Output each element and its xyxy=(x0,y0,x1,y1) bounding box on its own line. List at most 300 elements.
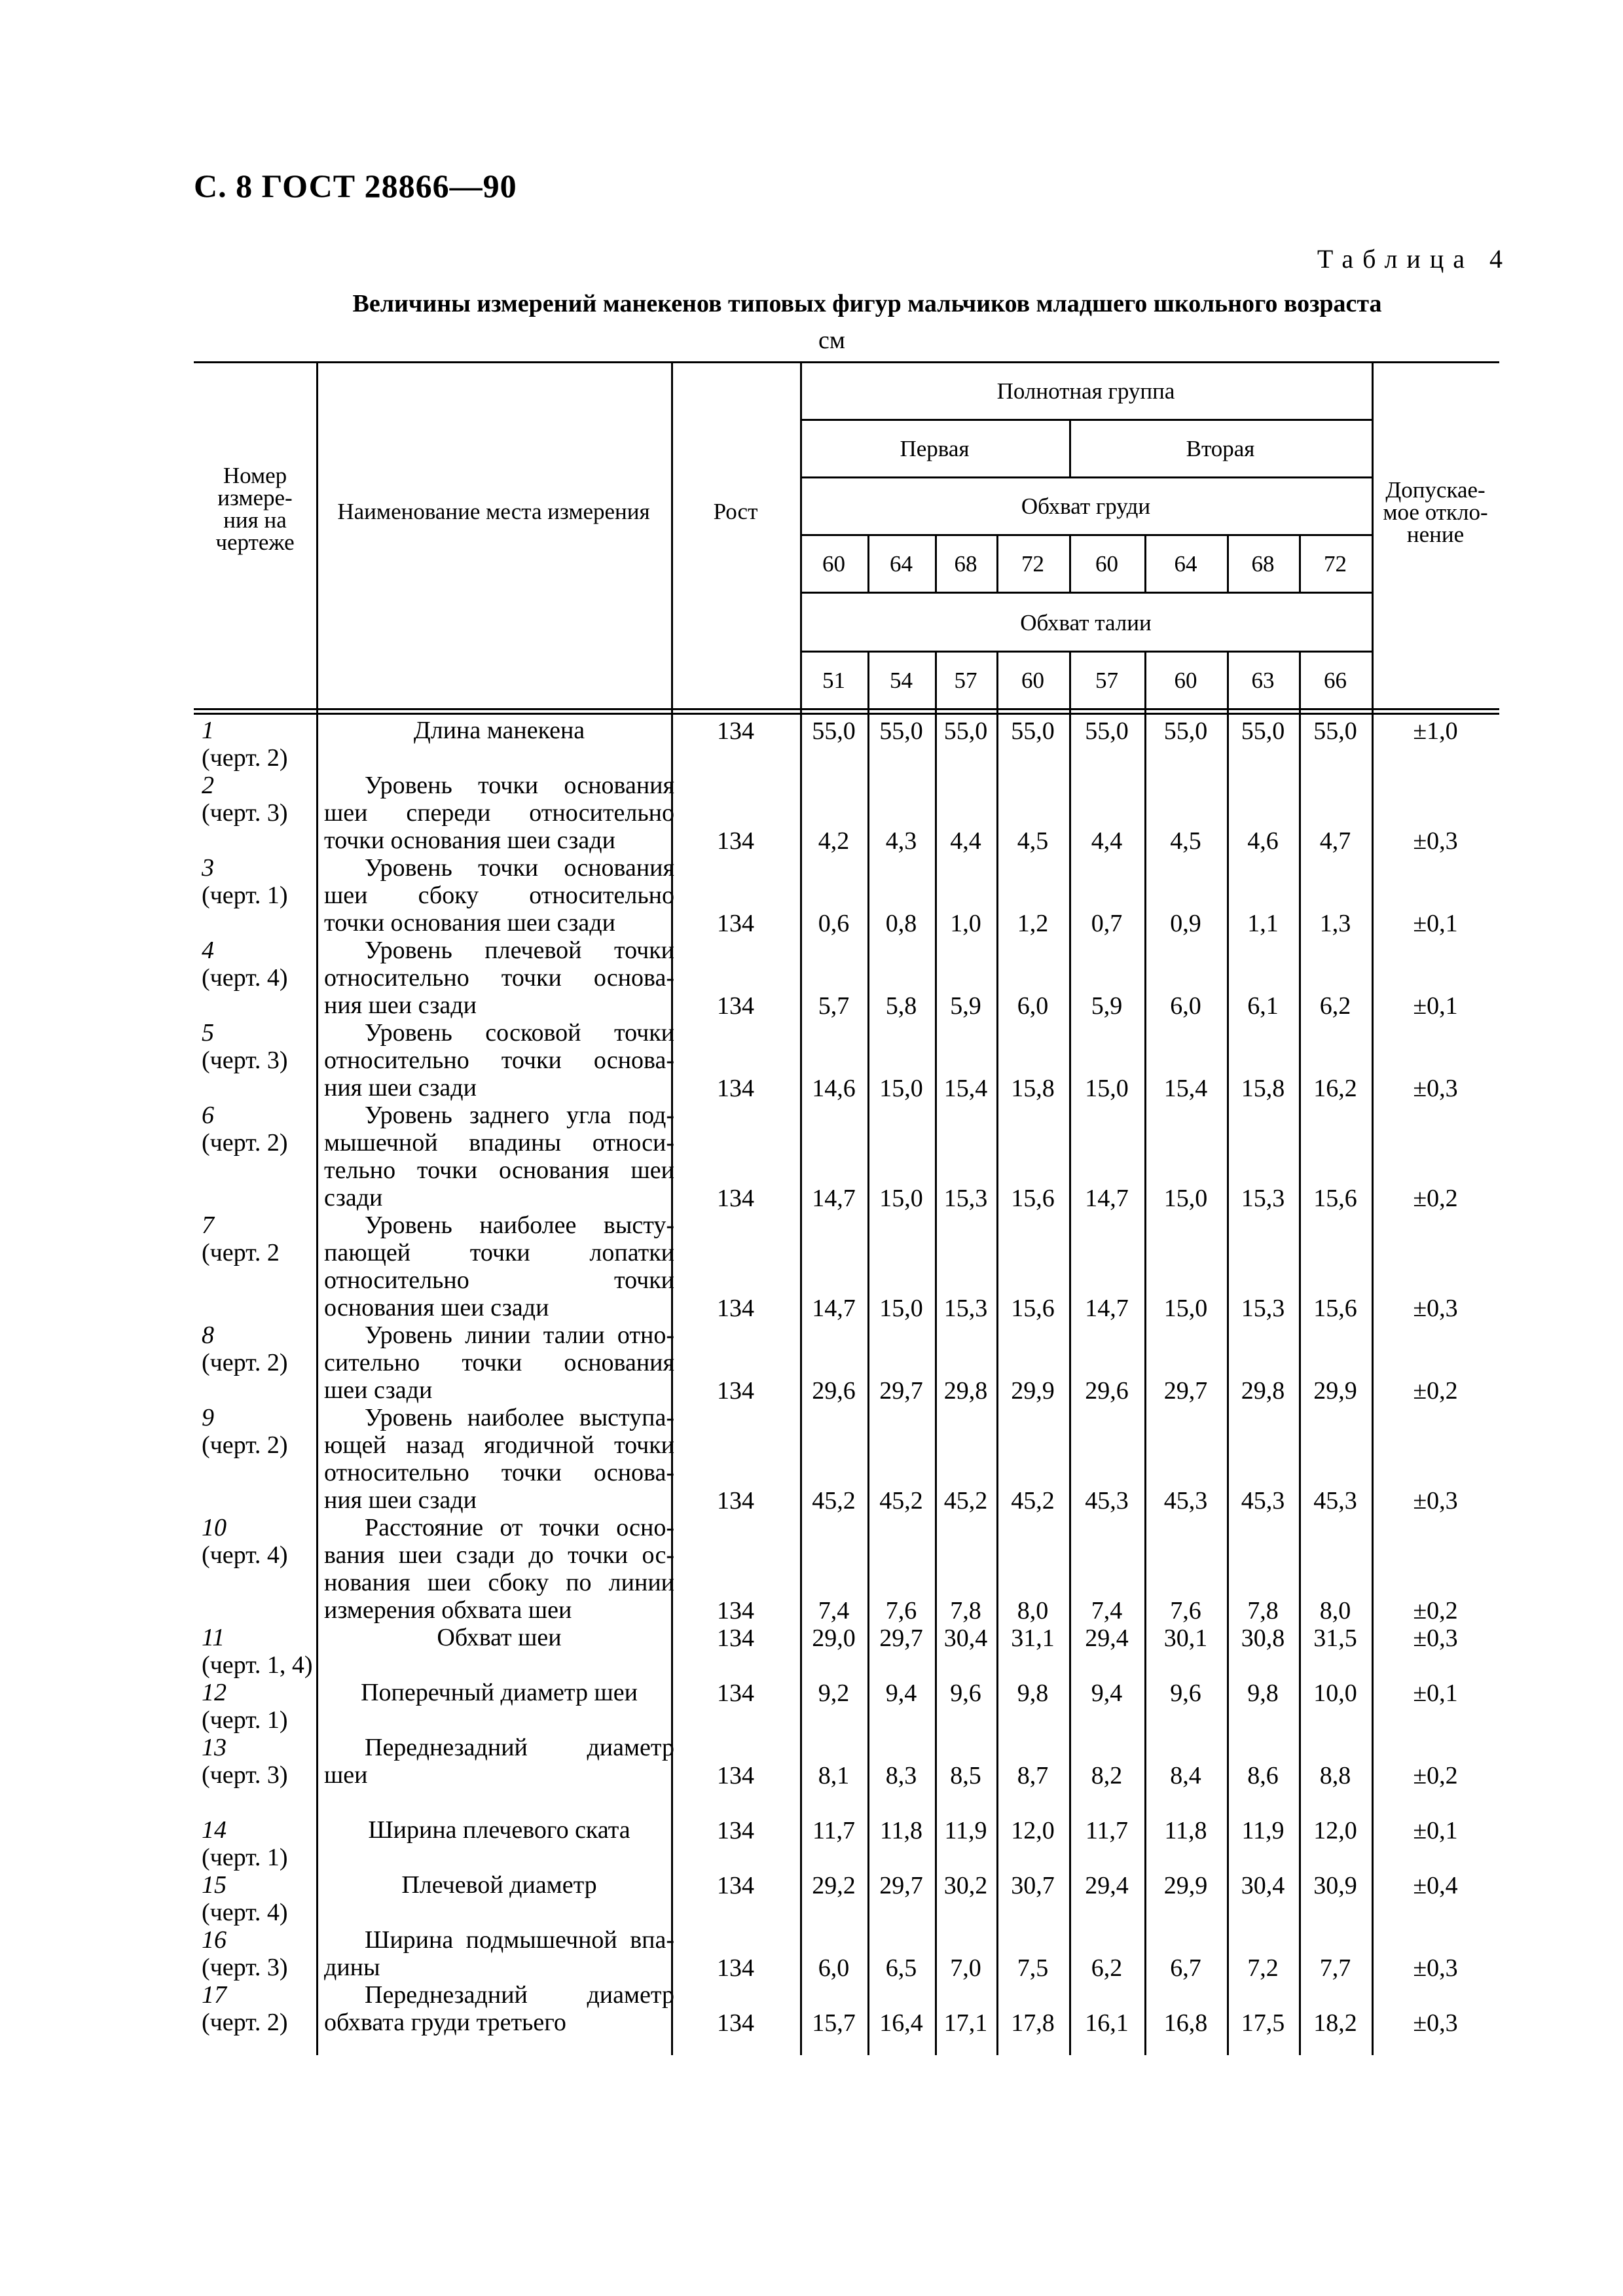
measurement-value: 8,4 xyxy=(1170,1762,1201,1789)
measurement-description-line: относительно точки xyxy=(324,1266,674,1294)
measurement-value: 4,3 xyxy=(885,827,917,855)
measurement-value: 11,7 xyxy=(1085,1817,1129,1844)
tolerance-value: ±0,3 xyxy=(1413,1295,1458,1322)
measurement-value: 4,2 xyxy=(818,827,850,855)
measurement-description-line: Переднезадний диаметр xyxy=(365,1981,674,2009)
header-waist-value: 51 xyxy=(822,668,845,693)
measurement-value: 16,8 xyxy=(1163,2009,1208,2037)
header-measurement-name: Наименование места измерения xyxy=(337,499,650,524)
measurement-description xyxy=(324,1816,674,1844)
measurement-value: 15,4 xyxy=(1163,1075,1208,1102)
measurement-number: 16 xyxy=(202,1926,227,1954)
drawing-reference: (черт. 3) xyxy=(202,1761,288,1789)
height-value: 134 xyxy=(717,2009,754,2037)
measurement-number: 4 xyxy=(202,937,214,964)
measurement-value: 15,0 xyxy=(1163,1295,1208,1322)
measurement-value: 55,0 xyxy=(1241,717,1285,745)
measurement-description-line: Уровень точки основания xyxy=(365,854,674,882)
measurement-description-line: ния шеи сзади xyxy=(324,992,477,1019)
measurement-description-line: Уровень наиболее высту- xyxy=(365,1211,674,1239)
height-value: 134 xyxy=(717,1954,754,1982)
measurement-value: 15,3 xyxy=(943,1185,988,1212)
measurement-value: 8,3 xyxy=(885,1762,917,1789)
height-value: 134 xyxy=(717,1487,754,1515)
column-divider xyxy=(316,361,318,2055)
measurement-value: 15,0 xyxy=(879,1185,923,1212)
height-value: 134 xyxy=(717,1762,754,1789)
measurement-number: 1 xyxy=(202,717,214,744)
measurement-description xyxy=(324,1514,674,1624)
measurement-value: 45,3 xyxy=(1085,1487,1129,1515)
measurement-value: 7,4 xyxy=(818,1597,850,1624)
measurement-value: 30,9 xyxy=(1313,1872,1357,1899)
measurement-description-line: обхвата груди третьего xyxy=(324,2009,566,2036)
measurement-description xyxy=(324,1926,674,1981)
measurement-value: 15,6 xyxy=(1011,1295,1055,1322)
measurement-value: 45,3 xyxy=(1163,1487,1208,1515)
measurement-value: 1,0 xyxy=(950,910,981,937)
measurement-description-line: Плечевой диаметр xyxy=(401,1871,597,1899)
measurement-value: 29,8 xyxy=(1241,1377,1285,1405)
header-waist-value: 60 xyxy=(1021,668,1044,693)
measurement-number: 9 xyxy=(202,1404,214,1431)
header-chest-girth: Обхват груди xyxy=(1021,493,1151,519)
measurement-value: 8,7 xyxy=(1017,1762,1049,1789)
measurement-value: 7,4 xyxy=(1091,1597,1123,1624)
tolerance-value: ±0,3 xyxy=(1413,1624,1458,1652)
measurement-description xyxy=(324,1871,674,1899)
measurement-value: 15,8 xyxy=(1011,1075,1055,1102)
measurement-value: 14,7 xyxy=(812,1295,856,1322)
measurement-value: 10,0 xyxy=(1313,1679,1357,1707)
measurement-value: 11,8 xyxy=(1164,1817,1207,1844)
measurement-value: 8,5 xyxy=(950,1762,981,1789)
drawing-reference: (черт. 1) xyxy=(202,882,288,909)
measurement-value: 15,0 xyxy=(879,1075,923,1102)
measurement-number: 2 xyxy=(202,772,214,799)
height-value: 134 xyxy=(717,1624,754,1652)
height-value: 134 xyxy=(717,992,754,1020)
measurement-description-line: шеи сзади xyxy=(324,1376,433,1404)
height-value: 134 xyxy=(717,1185,754,1212)
measurement-value: 6,7 xyxy=(1170,1954,1201,1982)
measurement-value: 8,6 xyxy=(1247,1762,1279,1789)
measurement-description-line: Уровень точки основания xyxy=(365,772,674,799)
header-chest-value: 60 xyxy=(822,551,845,577)
measurement-value: 7,7 xyxy=(1319,1954,1351,1982)
measurement-value: 1,1 xyxy=(1247,910,1279,937)
tolerance-value: ±0,3 xyxy=(1413,1075,1458,1102)
tolerance-value: ±0,2 xyxy=(1413,1597,1458,1624)
measurement-description-line: Ширина подмышечной впа- xyxy=(365,1926,674,1954)
header-waist-girth: Обхват талии xyxy=(1020,610,1152,636)
height-value: 134 xyxy=(717,1872,754,1899)
measurement-description-line: Длина манекена xyxy=(413,717,585,744)
measurement-value: 4,6 xyxy=(1247,827,1279,855)
header-waist-value: 54 xyxy=(890,668,913,693)
measurement-value: 6,0 xyxy=(818,1954,850,1982)
tolerance-value: ±1,0 xyxy=(1413,717,1458,745)
drawing-reference: (черт. 2 xyxy=(202,1239,280,1266)
measurement-number: 15 xyxy=(202,1871,227,1899)
measurement-value: 9,6 xyxy=(1170,1679,1201,1707)
measurement-value: 45,2 xyxy=(943,1487,988,1515)
measurement-number-cell xyxy=(202,1019,288,1074)
measurement-value: 29,9 xyxy=(1313,1377,1357,1405)
measurement-description xyxy=(324,854,674,937)
measurement-value: 30,7 xyxy=(1011,1872,1055,1899)
measurement-value: 14,7 xyxy=(812,1185,856,1212)
header-waist-value: 57 xyxy=(954,668,977,693)
measurement-description-line: шеи xyxy=(324,1761,368,1789)
measurement-description-line: Уровень наиболее выступа- xyxy=(365,1404,674,1431)
measurement-value: 15,3 xyxy=(1241,1295,1285,1322)
height-value: 134 xyxy=(717,1295,754,1322)
tolerance-value: ±0,3 xyxy=(1413,827,1458,855)
measurement-value: 5,7 xyxy=(818,992,850,1020)
tolerance-value: ±0,1 xyxy=(1413,910,1458,937)
measurement-value: 30,8 xyxy=(1241,1624,1285,1652)
header-rule xyxy=(800,592,1372,594)
measurement-description-line: сзади xyxy=(324,1184,383,1211)
measurement-value: 15,0 xyxy=(1085,1075,1129,1102)
measurement-number-cell xyxy=(202,1404,288,1459)
measurement-value: 29,6 xyxy=(1085,1377,1129,1405)
measurement-number-cell xyxy=(202,854,288,909)
measurement-value: 4,5 xyxy=(1017,827,1049,855)
drawing-reference: (черт. 2) xyxy=(202,744,288,772)
measurement-number: 10 xyxy=(202,1514,227,1541)
measurement-description xyxy=(324,1211,674,1321)
tolerance-value: ±0,2 xyxy=(1413,1377,1458,1405)
header-second-group: Вторая xyxy=(1186,436,1255,461)
measurement-value: 11,8 xyxy=(879,1817,923,1844)
measurement-value: 7,0 xyxy=(950,1954,981,1982)
measurement-number-cell xyxy=(202,717,288,772)
measurement-value: 8,2 xyxy=(1091,1762,1123,1789)
measurement-value: 16,1 xyxy=(1085,2009,1129,2037)
measurement-description-line: ющей назад ягодичной точки xyxy=(324,1431,674,1459)
measurement-value: 0,6 xyxy=(818,910,850,937)
height-value: 134 xyxy=(717,1817,754,1844)
measurement-number-cell xyxy=(202,1211,280,1266)
header-rule xyxy=(800,476,1372,478)
measurement-value: 5,9 xyxy=(1091,992,1123,1020)
measurement-value: 7,8 xyxy=(1247,1597,1279,1624)
measurement-value: 11,9 xyxy=(944,1817,987,1844)
header-bottom-rule xyxy=(194,713,1499,715)
tolerance-value: ±0,2 xyxy=(1413,1762,1458,1789)
measurement-number-cell xyxy=(202,1514,288,1569)
measurement-number-cell xyxy=(202,1981,288,2036)
measurement-value: 45,2 xyxy=(1011,1487,1055,1515)
measurement-value: 29,6 xyxy=(812,1377,856,1405)
measurement-number-cell xyxy=(202,1734,288,1789)
measurement-number-cell xyxy=(202,1926,288,1981)
header-rule xyxy=(800,534,1372,536)
tolerance-value: ±0,3 xyxy=(1413,1487,1458,1515)
measurement-value: 31,5 xyxy=(1313,1624,1357,1652)
measurement-number: 14 xyxy=(202,1816,227,1844)
measurement-value: 45,2 xyxy=(879,1487,923,1515)
measurement-number-cell xyxy=(202,772,288,827)
header-waist-value: 63 xyxy=(1251,668,1275,693)
measurement-description-line: относительно точки основа- xyxy=(324,1047,674,1074)
tolerance-value: ±0,2 xyxy=(1413,1185,1458,1212)
measurement-value: 29,7 xyxy=(879,1624,923,1652)
measurement-number-cell xyxy=(202,1624,313,1679)
measurement-value: 14,6 xyxy=(812,1075,856,1102)
header-chest-value: 60 xyxy=(1095,551,1118,577)
header-waist-value: 60 xyxy=(1174,668,1197,693)
height-value: 134 xyxy=(717,1679,754,1707)
measurement-description-line: шеи спереди относительно xyxy=(324,799,674,827)
height-value: 134 xyxy=(717,1597,754,1624)
measurement-value: 15,0 xyxy=(1163,1185,1208,1212)
measurement-value: 6,0 xyxy=(1017,992,1049,1020)
measurement-description-line: основания шеи сзади xyxy=(324,1294,549,1321)
measurement-description xyxy=(324,1019,674,1102)
measurement-value: 18,2 xyxy=(1313,2009,1357,2037)
drawing-reference: (черт. 2) xyxy=(202,2009,288,2036)
tolerance-value: ±0,4 xyxy=(1413,1872,1458,1899)
measurement-value: 30,4 xyxy=(943,1624,988,1652)
measurement-description xyxy=(324,1102,674,1211)
measurement-value: 29,7 xyxy=(879,1872,923,1899)
units-label: см xyxy=(818,327,845,354)
measurement-value: 15,8 xyxy=(1241,1075,1285,1102)
tolerance-value: ±0,1 xyxy=(1413,1817,1458,1844)
drawing-reference: (черт. 2) xyxy=(202,1349,288,1376)
header-rule xyxy=(800,651,1372,653)
header-tolerance: Допускае- мое откло- нение xyxy=(1383,477,1488,547)
measurement-description-line: ния шеи сзади xyxy=(324,1074,477,1102)
measurement-number-cell xyxy=(202,1679,288,1734)
measurement-description-line: сительно точки основания xyxy=(324,1349,674,1376)
measurement-value: 55,0 xyxy=(812,717,856,745)
measurement-value: 9,4 xyxy=(1091,1679,1123,1707)
measurement-value: 15,4 xyxy=(943,1075,988,1102)
measurement-value: 55,0 xyxy=(1011,717,1055,745)
header-chest-value: 68 xyxy=(1251,551,1275,577)
measurement-description-line: измерения обхвата шеи xyxy=(324,1596,572,1624)
measurement-description-line: дины xyxy=(324,1954,380,1981)
measurement-value: 17,5 xyxy=(1241,2009,1285,2037)
measurement-description xyxy=(324,717,674,744)
measurement-value: 6,2 xyxy=(1091,1954,1123,1982)
tolerance-value: ±0,1 xyxy=(1413,992,1458,1020)
measurement-value: 45,2 xyxy=(812,1487,856,1515)
measurement-value: 8,0 xyxy=(1017,1597,1049,1624)
measurement-value: 45,3 xyxy=(1313,1487,1357,1515)
measurement-value: 7,5 xyxy=(1017,1954,1049,1982)
measurement-value: 7,2 xyxy=(1247,1954,1279,1982)
measurement-description xyxy=(324,1404,674,1514)
measurement-description-line: мышечной впадины относи- xyxy=(324,1129,674,1157)
drawing-reference: (черт. 2) xyxy=(202,1431,288,1459)
measurement-description-line: точки основания шеи сзади xyxy=(324,909,615,937)
measurement-description-line: пающей точки лопатки xyxy=(324,1239,674,1266)
header-waist-value: 66 xyxy=(1324,668,1347,693)
measurement-value: 7,6 xyxy=(885,1597,917,1624)
drawing-reference: (черт. 1, 4) xyxy=(202,1651,313,1679)
measurement-value: 9,6 xyxy=(950,1679,981,1707)
measurement-number: 3 xyxy=(202,854,214,882)
drawing-reference: (черт. 3) xyxy=(202,1954,288,1981)
measurement-value: 15,6 xyxy=(1011,1185,1055,1212)
header-chest-value: 64 xyxy=(890,551,913,577)
height-value: 134 xyxy=(717,717,754,745)
measurement-description xyxy=(324,772,674,854)
measurement-value: 15,6 xyxy=(1313,1185,1357,1212)
header-chest-value: 64 xyxy=(1174,551,1197,577)
measurement-number: 13 xyxy=(202,1734,227,1761)
height-value: 134 xyxy=(717,1075,754,1102)
measurement-value: 0,9 xyxy=(1170,910,1201,937)
tolerance-value: ±0,1 xyxy=(1413,1679,1458,1707)
measurement-number-cell xyxy=(202,1816,288,1871)
measurement-value: 16,2 xyxy=(1313,1075,1357,1102)
drawing-reference: (черт. 2) xyxy=(202,1129,288,1157)
measurement-value: 0,8 xyxy=(885,910,917,937)
header-waist-value: 57 xyxy=(1095,668,1118,693)
measurement-value: 4,4 xyxy=(1091,827,1123,855)
measurement-description-line: Уровень линии талии отно- xyxy=(365,1321,674,1349)
measurement-value: 29,7 xyxy=(879,1377,923,1405)
header-height: Рост xyxy=(713,499,758,524)
header-rule xyxy=(800,419,1372,421)
measurement-value: 8,8 xyxy=(1319,1762,1351,1789)
header-first-group: Первая xyxy=(900,436,970,461)
measurement-value: 15,7 xyxy=(812,2009,856,2037)
measurement-description-line: вания шеи сзади до точки ос- xyxy=(324,1541,674,1569)
measurement-value: 4,5 xyxy=(1170,827,1201,855)
drawing-reference: (черт. 4) xyxy=(202,964,288,992)
measurement-value: 9,8 xyxy=(1247,1679,1279,1707)
measurement-value: 29,4 xyxy=(1085,1872,1129,1899)
measurement-description-line: шеи сбоку относительно xyxy=(324,882,674,909)
measurement-value: 16,4 xyxy=(879,2009,923,2037)
measurement-number-cell xyxy=(202,937,288,992)
page-header: С. 8 ГОСТ 28866—90 xyxy=(194,168,517,204)
measurement-number-cell xyxy=(202,1871,288,1926)
header-bottom-rule xyxy=(194,708,1499,710)
measurement-number: 7 xyxy=(202,1211,214,1239)
measurement-number: 6 xyxy=(202,1102,214,1129)
measurement-value: 15,3 xyxy=(1241,1185,1285,1212)
measurement-description xyxy=(324,1321,674,1404)
measurement-value: 30,2 xyxy=(943,1872,988,1899)
measurement-description-line: Переднезадний диаметр xyxy=(365,1734,674,1761)
measurement-value: 6,1 xyxy=(1247,992,1279,1020)
measurement-value: 12,0 xyxy=(1313,1817,1357,1844)
measurement-value: 55,0 xyxy=(1085,717,1129,745)
measurement-value: 29,0 xyxy=(812,1624,856,1652)
measurement-description-line: относительно точки основа- xyxy=(324,1459,674,1486)
drawing-reference: (черт. 3) xyxy=(202,1047,288,1074)
measurement-value: 6,0 xyxy=(1170,992,1201,1020)
measurement-value: 30,1 xyxy=(1163,1624,1208,1652)
measurement-number: 8 xyxy=(202,1321,214,1349)
measurement-value: 15,3 xyxy=(943,1295,988,1322)
measurement-value: 5,9 xyxy=(950,992,981,1020)
measurement-value: 1,3 xyxy=(1319,910,1351,937)
measurement-value: 9,4 xyxy=(885,1679,917,1707)
measurement-description-line: Уровень плечевой точки xyxy=(365,937,674,964)
measurement-number: 5 xyxy=(202,1019,214,1047)
table-label: Таблица 4 xyxy=(1317,244,1512,274)
header-chest-value: 68 xyxy=(954,551,977,577)
drawing-reference: (черт. 4) xyxy=(202,1899,288,1926)
measurement-value: 55,0 xyxy=(879,717,923,745)
measurement-value: 9,8 xyxy=(1017,1679,1049,1707)
measurement-value: 45,3 xyxy=(1241,1487,1285,1515)
drawing-reference: (черт. 1) xyxy=(202,1844,288,1871)
measurement-description-line: Уровень заднего угла под- xyxy=(365,1102,674,1129)
measurement-number-cell xyxy=(202,1321,288,1376)
drawing-reference: (черт. 4) xyxy=(202,1541,288,1569)
measurement-value: 14,7 xyxy=(1085,1295,1129,1322)
measurement-value: 17,1 xyxy=(943,2009,988,2037)
measurement-value: 6,5 xyxy=(885,1954,917,1982)
measurement-description-line: нования шеи сбоку по линии xyxy=(324,1569,674,1596)
measurement-description xyxy=(324,937,674,1019)
measurement-value: 11,7 xyxy=(812,1817,856,1844)
measurement-value: 55,0 xyxy=(943,717,988,745)
header-chest-value: 72 xyxy=(1324,551,1347,577)
header-chest-value: 72 xyxy=(1021,551,1044,577)
measurement-number: 12 xyxy=(202,1679,227,1706)
measurement-value: 29,8 xyxy=(943,1377,988,1405)
measurement-value: 7,8 xyxy=(950,1597,981,1624)
height-value: 134 xyxy=(717,1377,754,1405)
measurement-value: 29,9 xyxy=(1163,1872,1208,1899)
measurement-value: 55,0 xyxy=(1313,717,1357,745)
tolerance-value: ±0,3 xyxy=(1413,2009,1458,2037)
measurement-value: 14,7 xyxy=(1085,1185,1129,1212)
measurement-value: 6,2 xyxy=(1319,992,1351,1020)
header-fullness-group: Полнотная группа xyxy=(996,378,1175,404)
measurement-value: 29,4 xyxy=(1085,1624,1129,1652)
drawing-reference: (черт. 3) xyxy=(202,799,288,827)
measurement-description-line: точки основания шеи сзади xyxy=(324,827,615,854)
measurement-description-line: ния шеи сзади xyxy=(324,1486,477,1514)
measurement-value: 8,0 xyxy=(1319,1597,1351,1624)
measurement-value: 12,0 xyxy=(1011,1817,1055,1844)
measurement-number-cell xyxy=(202,1102,288,1157)
measurement-description-line: Расстояние от точки осно- xyxy=(365,1514,674,1541)
measurement-value: 1,2 xyxy=(1017,910,1049,937)
measurement-value: 9,2 xyxy=(818,1679,850,1707)
height-value: 134 xyxy=(717,910,754,937)
height-value: 134 xyxy=(717,827,754,855)
measurement-value: 17,8 xyxy=(1011,2009,1055,2037)
measurement-description-line: Ширина плечевого ската xyxy=(368,1816,630,1844)
measurement-value: 31,1 xyxy=(1011,1624,1055,1652)
measurement-number: 11 xyxy=(202,1624,225,1651)
measurement-description xyxy=(324,1624,674,1651)
measurement-description-line: тельно точки основания шеи xyxy=(324,1157,674,1184)
measurement-value: 7,6 xyxy=(1170,1597,1201,1624)
measurement-value: 4,4 xyxy=(950,827,981,855)
measurement-value: 8,1 xyxy=(818,1762,850,1789)
measurement-description-line: Поперечный диаметр шеи xyxy=(361,1679,638,1706)
measurement-value: 55,0 xyxy=(1163,717,1208,745)
measurement-description-line: относительно точки основа- xyxy=(324,964,674,992)
measurement-value: 11,9 xyxy=(1241,1817,1285,1844)
measurement-value: 15,0 xyxy=(879,1295,923,1322)
measurement-value: 29,7 xyxy=(1163,1377,1208,1405)
